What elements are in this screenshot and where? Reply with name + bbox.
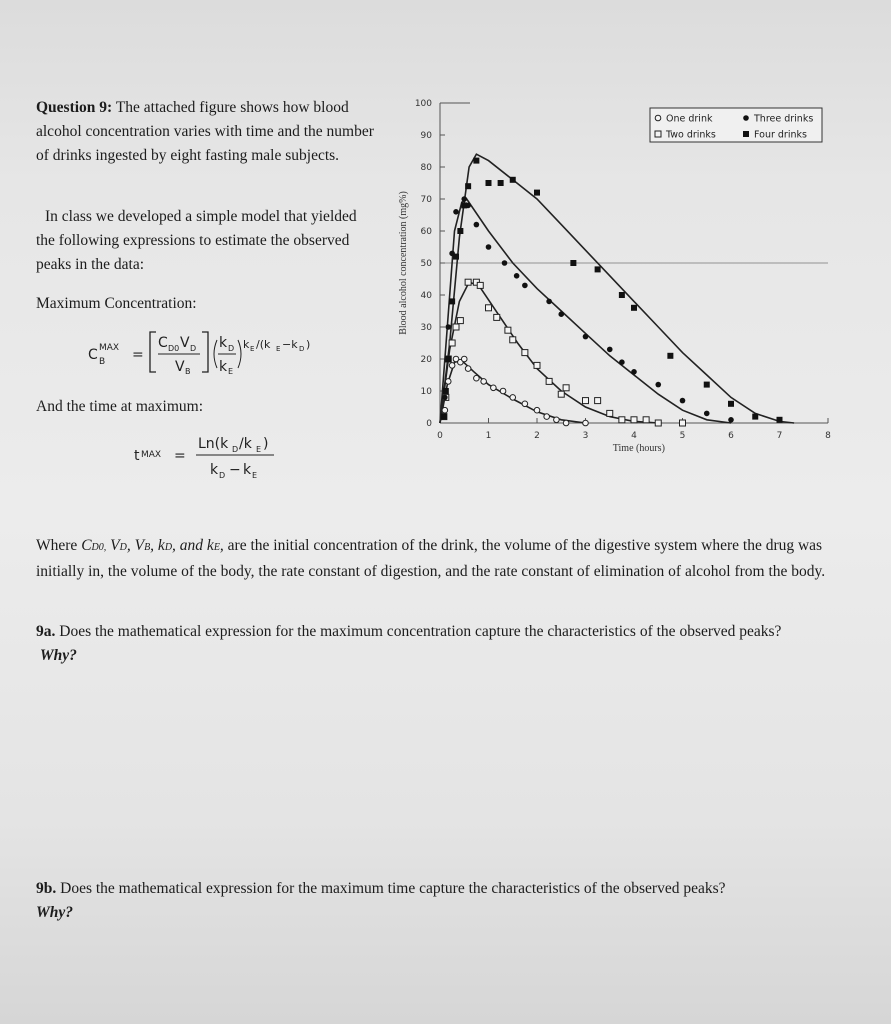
svg-text:D: D	[228, 344, 235, 353]
data-point	[474, 222, 480, 228]
data-point	[619, 417, 625, 423]
question-intro-text: The attached figure shows how blood alcohol concentration varies with time and the number of drinks ingested by eight fasting male subjects.	[36, 99, 374, 164]
data-point	[607, 347, 613, 353]
variables-explanation	[36, 534, 836, 584]
y-tick-label: 0	[426, 419, 432, 429]
data-point	[563, 385, 569, 391]
data-point	[534, 190, 540, 196]
svg-text:−k: −k	[282, 338, 298, 351]
data-point	[474, 375, 480, 381]
data-point	[449, 340, 455, 346]
time-at-maximum-formula	[132, 426, 332, 486]
x-tick-label: 1	[485, 431, 492, 441]
svg-text:D0: D0	[168, 344, 180, 353]
question-9b-why: Why?	[36, 904, 74, 921]
legend-label: Two drinks	[666, 129, 716, 141]
variable-k-d: kD, and kE,	[157, 537, 224, 554]
data-point	[534, 362, 540, 368]
data-point	[477, 282, 483, 288]
x-tick-label: 5	[679, 431, 686, 441]
question-heading: Question 9:	[36, 99, 113, 116]
data-point	[486, 305, 492, 311]
data-point	[570, 260, 576, 266]
svg-text:=: =	[174, 448, 186, 464]
x-tick-label: 4	[631, 431, 637, 441]
data-point	[514, 273, 520, 279]
data-point	[465, 183, 471, 189]
data-point	[728, 417, 734, 423]
svg-text:t: t	[134, 448, 140, 464]
data-point	[655, 382, 661, 388]
svg-text:MAX: MAX	[141, 450, 162, 460]
data-point	[583, 334, 589, 340]
data-point	[461, 196, 467, 202]
max-concentration-label: Maximum Concentration:	[36, 295, 197, 312]
data-point	[583, 420, 589, 426]
variable-c-d0: CD0,	[81, 537, 107, 554]
x-tick-label: 8	[825, 431, 831, 441]
svg-text:B: B	[99, 357, 106, 367]
where-text: are the initial concentration of the drink, the volume of the digestive system where the drug was initially in, the volume of the body, the rate constant of digestion, and the rate constant of elimination of alcohol from the body.	[36, 537, 826, 580]
legend-label: One drink	[666, 113, 713, 125]
data-point	[461, 356, 467, 362]
data-point	[631, 369, 637, 375]
data-point	[583, 398, 589, 404]
x-axis-label: Time (hours)	[612, 443, 665, 454]
data-point	[643, 417, 649, 423]
data-point	[449, 363, 455, 369]
y-tick-label: 10	[420, 387, 432, 397]
data-point	[619, 359, 625, 365]
legend-marker	[743, 115, 749, 121]
legend-marker	[743, 131, 749, 137]
data-point	[445, 324, 451, 330]
svg-text:E: E	[228, 367, 234, 376]
data-point	[728, 401, 734, 407]
x-tick-label: 7	[776, 431, 783, 441]
svg-text:E: E	[276, 345, 281, 353]
legend-marker	[655, 131, 661, 137]
variable-v-d: VD,	[110, 537, 131, 554]
y-tick-label: 60	[420, 227, 432, 237]
data-point	[534, 407, 540, 413]
data-point	[442, 407, 448, 413]
data-point	[465, 279, 471, 285]
svg-text:D: D	[190, 344, 197, 353]
data-point	[494, 314, 500, 320]
data-point	[563, 420, 569, 426]
data-point	[465, 366, 471, 372]
data-point	[481, 379, 487, 385]
time-at-maximum-label: And the time at maximum:	[36, 398, 204, 415]
svg-text:V: V	[175, 359, 185, 375]
y-tick-label: 30	[420, 323, 432, 333]
max-concentration-formula	[86, 326, 366, 382]
svg-text:k: k	[210, 462, 219, 478]
svg-text:E: E	[252, 471, 258, 480]
data-point	[441, 414, 447, 420]
data-point	[445, 379, 451, 385]
svg-text:): )	[263, 436, 269, 452]
data-point	[500, 388, 506, 394]
data-point	[546, 378, 552, 384]
data-point	[680, 420, 686, 426]
data-point	[704, 382, 710, 388]
y-tick-label: 90	[420, 131, 432, 141]
x-tick-label: 0	[437, 431, 443, 441]
where-lead: Where	[36, 537, 78, 554]
data-point	[498, 180, 504, 186]
data-point	[522, 350, 528, 356]
x-tick-label: 2	[534, 431, 540, 441]
svg-text:k: k	[243, 338, 250, 351]
data-point	[619, 292, 625, 298]
y-tick-label: 70	[420, 195, 432, 205]
data-point	[510, 177, 516, 183]
data-point	[486, 180, 492, 186]
svg-text:=: =	[132, 347, 144, 363]
svg-text:D: D	[219, 471, 226, 480]
svg-text:MAX: MAX	[99, 343, 120, 353]
data-point	[558, 391, 564, 397]
data-point	[522, 401, 528, 407]
data-point	[595, 398, 601, 404]
svg-text:Ln(k: Ln(k	[198, 436, 229, 452]
question-9b-label: 9b.	[36, 880, 57, 897]
y-tick-label: 50	[420, 259, 432, 269]
data-point	[777, 417, 783, 423]
question-9a-why: Why?	[39, 647, 77, 664]
data-point	[502, 260, 508, 266]
question-9a-text: Does the mathematical expression for the maximum concentration capture the characteristics of the observed peaks?	[59, 623, 782, 640]
legend-marker	[655, 115, 661, 121]
data-point	[546, 299, 552, 305]
data-point	[461, 202, 467, 208]
y-tick-label: 40	[420, 291, 432, 301]
data-point	[510, 395, 516, 401]
question-9b-text: Does the mathematical expression for the maximum time capture the characteristics of the observed peaks?	[60, 880, 726, 897]
svg-text:B: B	[185, 367, 191, 376]
svg-text:E: E	[256, 445, 262, 454]
data-point	[491, 385, 497, 391]
svg-text:C: C	[158, 335, 168, 351]
x-tick-label: 6	[728, 431, 734, 441]
svg-text:/(k: /(k	[256, 338, 271, 351]
data-point	[595, 266, 601, 272]
data-point	[631, 417, 637, 423]
svg-text:C: C	[88, 347, 98, 363]
x-tick-label: 3	[582, 431, 589, 441]
data-point	[449, 298, 455, 304]
data-point	[473, 158, 479, 164]
question-9a-label: 9a.	[36, 623, 56, 640]
data-point	[544, 414, 550, 420]
data-point	[443, 388, 449, 394]
y-tick-label: 20	[420, 355, 432, 365]
y-axis-label: Blood alcohol concentration (mg%)	[398, 191, 409, 335]
data-point	[631, 305, 637, 311]
y-tick-label: 80	[420, 163, 432, 173]
data-point	[680, 398, 686, 404]
svg-text:D: D	[299, 345, 305, 353]
data-point	[510, 337, 516, 343]
data-point	[457, 228, 463, 234]
question-9b	[36, 877, 856, 925]
svg-text:−: −	[229, 462, 241, 478]
data-point	[453, 254, 459, 260]
model-intro: In class we developed a simple model that yielded the following expressions to estimate the observed peaks in the data:	[36, 208, 357, 273]
data-point	[667, 353, 673, 359]
y-tick-label: 100	[414, 99, 432, 109]
fit-curve	[440, 199, 731, 423]
data-point	[558, 311, 564, 317]
data-point	[457, 318, 463, 324]
fit-curve	[440, 154, 794, 423]
data-point	[486, 244, 492, 250]
svg-text:k: k	[219, 359, 228, 375]
svg-text:k: k	[243, 462, 252, 478]
data-point	[655, 420, 661, 426]
svg-text:D: D	[232, 445, 239, 454]
data-point	[607, 410, 613, 416]
variable-v-b: VB,	[134, 537, 155, 554]
data-point	[442, 395, 448, 401]
svg-text:E: E	[250, 345, 255, 353]
data-point	[554, 417, 560, 423]
data-point	[453, 209, 459, 215]
data-point	[505, 327, 511, 333]
svg-text:): )	[306, 338, 311, 351]
question-9a	[36, 620, 826, 668]
data-point	[704, 411, 710, 417]
svg-text:/k: /k	[239, 436, 252, 452]
blood-alcohol-chart	[392, 88, 842, 468]
svg-text:V: V	[180, 335, 190, 351]
svg-text:k: k	[219, 335, 228, 351]
data-point	[522, 283, 528, 289]
data-point	[445, 356, 451, 362]
data-point	[752, 414, 758, 420]
question-intro	[36, 96, 376, 168]
legend-label: Four drinks	[754, 129, 807, 141]
data-point	[453, 324, 459, 330]
legend-label: Three drinks	[754, 113, 814, 125]
